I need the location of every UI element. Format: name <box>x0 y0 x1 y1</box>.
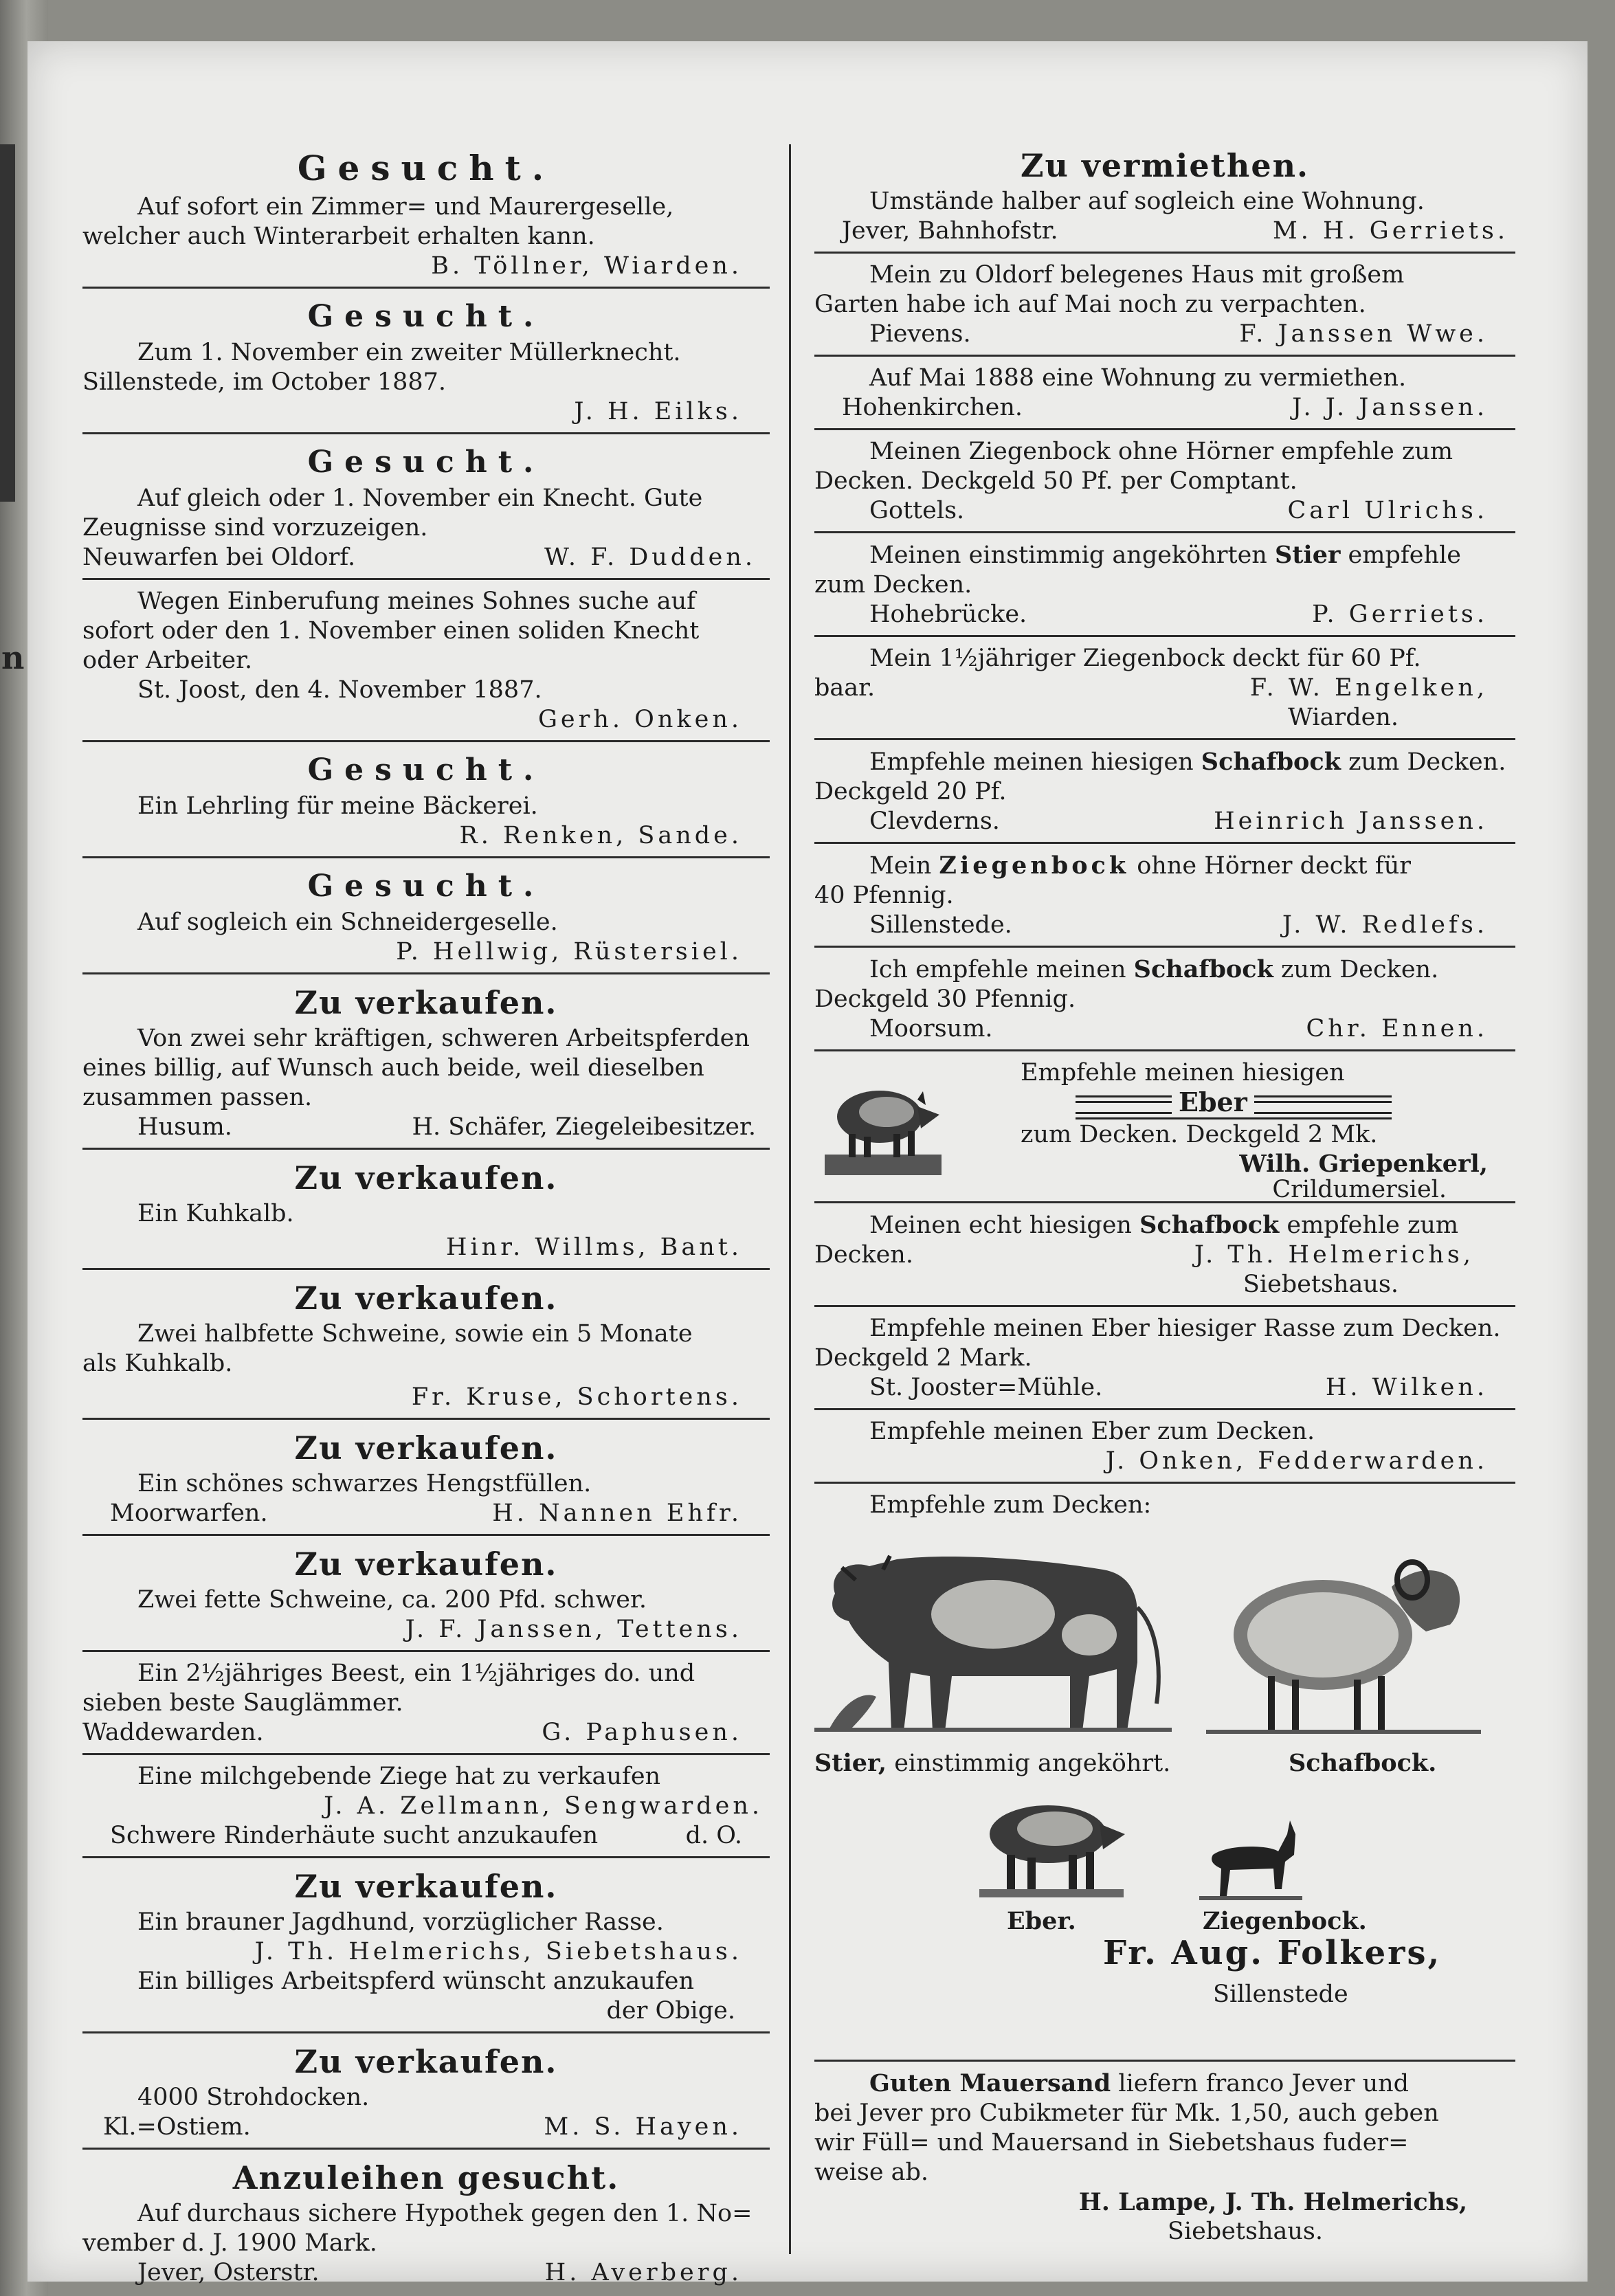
ad-separator <box>82 578 770 580</box>
adjacent-page-edge <box>0 144 15 502</box>
ad-separator <box>814 1482 1515 1484</box>
ad-separator <box>814 738 1515 740</box>
ad-haus-oldorf <box>814 260 1515 349</box>
ad-separator <box>82 2031 770 2033</box>
ad-footer <box>82 1113 770 1142</box>
ad-wohnung-1888 <box>814 364 1515 423</box>
ad-signature: d. O. <box>685 1822 742 1849</box>
ad-verkaufen-kuhkalb <box>82 1157 770 1262</box>
ad-line: Ein Kuhkalb. <box>137 1200 294 1227</box>
ad-heading: Zu verkaufen. <box>294 2043 558 2080</box>
ad-signature: J. Onken, Fedderwarden. <box>1105 1447 1488 1475</box>
ad-signature: H. Wilken. <box>1325 1374 1488 1401</box>
ad-separator <box>82 740 770 742</box>
ad-separator <box>814 842 1515 844</box>
ad-text: Empfehle meinen hiesigen <box>869 748 1201 776</box>
ad-separator <box>82 287 770 289</box>
ad-signature: P. Hellwig, Rüstersiel. <box>396 938 742 966</box>
ad-line: Umstände halber auf sogleich eine Wohnung. <box>869 188 1425 215</box>
ad-line: bei Jever pro Cubikmeter für Mk. 1,50, auch geben <box>814 2099 1439 2127</box>
ad-heading: Zu verkaufen. <box>294 1159 558 1196</box>
ad-signature: J. Th. Helmerichs, Siebetshaus. <box>254 1938 742 1965</box>
ad-line: Ein Lehrling für meine Bäckerei. <box>137 792 538 820</box>
sheep-illustration <box>1206 1532 1481 1738</box>
ad-separator <box>82 972 770 974</box>
ad-place: Kl.=Ostiem. <box>103 2113 251 2141</box>
ad-verkaufen-schweine <box>82 1277 770 1412</box>
ad-line: Mein 1½jähriger Ziegenbock deckt für 60 Pf. <box>869 645 1421 672</box>
ad-signature: J. F. Janssen, Tettens. <box>405 1616 742 1643</box>
ad-separator <box>82 856 770 858</box>
ornament-rule <box>1076 1117 1392 1119</box>
ad-separator <box>82 1534 770 1536</box>
ad-line: Eine milchgebende Ziege hat zu verkaufen <box>137 1763 661 1790</box>
ad-line: Deckgeld 2 Mark. <box>814 1344 1032 1372</box>
ad-heading: Zu verkaufen. <box>294 1868 558 1905</box>
ad-signature: H. Nannen Ehfr. <box>492 1500 742 1527</box>
ad-heading: Gesucht. <box>307 445 545 480</box>
ad-line: eines billig, auf Wunsch auch beide, weil dieselben <box>82 1054 704 1082</box>
ad-line: Zeugnisse sind vorzuzeigen. <box>82 514 428 542</box>
ad-signature-place: Wiarden. <box>1288 704 1399 731</box>
ad-line: oder Arbeiter. <box>82 647 253 674</box>
ad-footer <box>814 496 1515 526</box>
ad-line <box>814 955 1515 985</box>
ad-footer <box>814 673 1515 703</box>
ad-place: Neuwarfen bei Oldorf. <box>82 544 356 571</box>
pig-illustration <box>821 1065 945 1182</box>
ad-footer <box>82 1821 770 1851</box>
ad-separator <box>814 635 1515 637</box>
ad-heading: Zu verkaufen. <box>294 1429 558 1467</box>
pig-illustration <box>972 1786 1130 1903</box>
ad-footer <box>814 216 1515 246</box>
ad-verkaufen-fette-schweine <box>82 1543 770 1645</box>
ad-line: Empfehle meinen Eber hiesiger Rasse zum Decken. <box>869 1315 1501 1342</box>
ad-footer <box>82 1499 770 1528</box>
ad-separator <box>82 1148 770 1150</box>
caption-keyword: Schafbock. <box>1289 1749 1437 1777</box>
ad-place: Jever, Osterstr. <box>137 2259 320 2286</box>
ad-place: Hohebrücke. <box>869 601 1027 628</box>
ad-text: Meinen echt hiesigen <box>869 1212 1140 1239</box>
ad-signature: Fr. Kruse, Schortens. <box>411 1383 742 1411</box>
ad-ziegenbock-engelken <box>814 644 1515 733</box>
ad-verkaufen-jagdhund <box>82 1865 770 2026</box>
ad-text: Mein <box>869 852 939 880</box>
ad-line: Sillenstede, im October 1887. <box>82 368 447 396</box>
ad-signature: B. Töllner, Wiarden. <box>431 252 742 280</box>
ad-line: Empfehle meinen Eber zum Decken. <box>869 1418 1315 1445</box>
ad-footer <box>814 1014 1515 1044</box>
ad-signature: Heinrich Janssen. <box>1214 807 1488 835</box>
ad-line: Empfehle zum Decken: <box>869 1491 1152 1519</box>
ad-separator <box>814 252 1515 254</box>
ad-keyword: Schafbock <box>1139 1211 1280 1239</box>
ad-separator <box>814 1408 1515 1410</box>
ad-separator <box>82 1753 770 1755</box>
bull-illustration <box>814 1532 1172 1738</box>
ad-line: sieben beste Sauglämmer. <box>82 1689 403 1717</box>
ad-keyword: Stier <box>1274 541 1341 569</box>
ad-verkaufen-pferde <box>82 981 770 1142</box>
ad-footer <box>82 2113 770 2142</box>
ad-place: St. Jooster=Mühle. <box>869 1374 1103 1401</box>
ad-line: Empfehle meinen hiesigen <box>1021 1059 1345 1086</box>
ad-signature-place: Siebetshaus. <box>1167 2218 1323 2245</box>
ad-verkaufen-hengst <box>82 1427 770 1528</box>
ad-beest <box>82 1659 770 1748</box>
ad-text: Meinen einstimmig angeköhrten <box>869 542 1275 569</box>
ad-text: liefern franco Jever und <box>1111 2070 1410 2097</box>
ad-schafbock-ennen <box>814 955 1515 1044</box>
ad-signature-place: Siebetshaus. <box>1243 1271 1399 1298</box>
ad-line: Auf sogleich ein Schneidergeselle. <box>137 909 558 936</box>
ad-line: Auf durchaus sichere Hypothek gegen den 1. No= <box>137 2200 753 2227</box>
ad-ziege <box>82 1762 770 1851</box>
ad-footer <box>814 807 1515 836</box>
column-divider <box>789 144 791 2254</box>
ad-line: Deckgeld 20 Pf. <box>814 778 1007 805</box>
ad-keyword: Ziegenbock <box>939 851 1130 880</box>
ad-line: Schwere Rinderhäute sucht anzukaufen <box>110 1822 599 1849</box>
ad-signature: M. H. Gerriets. <box>1272 217 1508 245</box>
ad-line: zum Decken. <box>814 571 972 599</box>
right-column <box>814 144 1515 2247</box>
ad-line: Ein brauner Jagdhund, vorzüglicher Rasse. <box>137 1908 664 1936</box>
ad-eber-wilken <box>814 1314 1515 1403</box>
ad-signature-place: Sillenstede <box>1213 1981 1348 2008</box>
ad-line: Auf Mai 1888 eine Wohnung zu vermiethen. <box>869 364 1407 392</box>
ad-heading: Gesucht. <box>307 869 545 904</box>
ad-signature: Hinr. Willms, Bant. <box>445 1234 742 1261</box>
ad-line: Decken. <box>814 1241 913 1269</box>
ad-signature: J. H. Eilks. <box>574 398 742 425</box>
ad-signature: Fr. Aug. Folkers, <box>1103 1934 1442 1972</box>
ad-line: 4000 Strohdocken. <box>137 2084 370 2111</box>
ad-signature: Gerh. Onken. <box>537 706 742 733</box>
ad-heading: Zu vermiethen. <box>1020 147 1310 184</box>
ad-heading: Gesucht. <box>297 148 555 188</box>
ad-text: zum Decken. <box>1340 748 1506 776</box>
caption-keyword: Ziegenbock. <box>1203 1907 1367 1935</box>
left-column <box>82 144 770 2288</box>
ad-vermiethen <box>814 144 1515 246</box>
ad-signature: M. S. Hayen. <box>544 2113 742 2141</box>
ad-line: Auf sofort ein Zimmer= und Maurergeselle, <box>137 193 674 221</box>
ad-line <box>814 2069 1515 2099</box>
ad-line <box>814 540 1515 570</box>
newspaper-page <box>27 41 1588 2286</box>
ad-signature: J. Th. Helmerichs, <box>1194 1241 1474 1269</box>
ad-line: Meinen Ziegenbock ohne Hörner empfehle zum <box>869 438 1454 465</box>
ad-schafbock-helmerichs <box>814 1210 1515 1300</box>
ad-heading: Zu verkaufen. <box>294 1546 558 1583</box>
ad-mauersand <box>814 2069 1515 2247</box>
ad-heading: Zu verkaufen. <box>294 1280 558 1317</box>
ad-keyword: Eber <box>1172 1087 1254 1117</box>
ad-separator <box>814 946 1515 948</box>
ad-place: Gottels. <box>869 497 965 524</box>
ad-line <box>814 851 1515 881</box>
ad-ziegenbock-redlefs <box>814 851 1515 940</box>
ad-signature: J. W. Redlefs. <box>1282 911 1488 939</box>
caption-keyword: Eber. <box>1007 1907 1076 1935</box>
ad-text: empfehle zum <box>1279 1212 1459 1239</box>
ad-text: zum Decken. <box>1273 956 1439 983</box>
ad-line: sofort oder den 1. November einen soliden Knecht <box>82 617 700 645</box>
ad-signature: R. Renken, Sande. <box>459 822 742 849</box>
ad-footer <box>82 543 770 572</box>
ad-signature: Wilh. Griepenkerl, <box>1239 1150 1488 1178</box>
ad-line: Mein zu Oldorf belegenes Haus mit großem <box>869 261 1405 289</box>
ad-knecht <box>82 587 770 735</box>
ad-line: Von zwei sehr kräftigen, schweren Arbeitspferden <box>137 1025 750 1052</box>
ad-line: weise ab. <box>814 2159 929 2186</box>
ad-line: St. Joost, den 4. November 1887. <box>137 676 542 704</box>
ad-separator <box>814 2060 1515 2062</box>
ad-signature: J. J. Janssen. <box>1292 394 1488 421</box>
ad-line <box>814 1210 1515 1240</box>
ad-heading: Zu verkaufen. <box>294 984 558 1021</box>
ad-separator <box>814 428 1515 430</box>
ad-signature: Chr. Ennen. <box>1306 1015 1488 1043</box>
ad-footer <box>814 320 1515 349</box>
ad-line <box>814 747 1515 777</box>
ad-separator <box>82 432 770 434</box>
ad-eber-onken <box>814 1417 1515 1476</box>
ad-heading: Gesucht. <box>307 299 545 334</box>
ad-separator <box>82 1650 770 1652</box>
ad-line: zum Decken. Deckgeld 2 Mk. <box>1021 1121 1378 1148</box>
ad-gesucht-5 <box>82 865 770 967</box>
ad-eber-griepenkerl <box>814 1058 1515 1203</box>
ad-place: Jever, Bahnhofstr. <box>842 217 1058 245</box>
ad-gesucht-1 <box>82 144 770 281</box>
ad-keyword: Schafbock <box>1133 955 1273 983</box>
ad-separator <box>82 1856 770 1858</box>
ad-signature: W. F. Dudden. <box>544 544 756 571</box>
ad-signature: F. W. Engelken, <box>1249 674 1488 702</box>
ad-separator <box>814 531 1515 533</box>
ad-stier-gerriets <box>814 540 1515 629</box>
ad-place: Moorwarfen. <box>110 1500 268 1527</box>
ad-separator <box>814 1305 1515 1307</box>
ad-line: vember d. J. 1900 Mark. <box>82 2229 377 2257</box>
caption-keyword: Stier, <box>814 1749 887 1777</box>
ad-signature: G. Paphusen. <box>542 1719 742 1746</box>
ad-footer <box>82 1718 770 1748</box>
ad-line: Zum 1. November ein zweiter Müllerknecht. <box>137 339 681 366</box>
ad-signature: F. Janssen Wwe. <box>1239 320 1488 348</box>
ad-text: ohne Hörner deckt für <box>1129 852 1412 880</box>
ad-line: Deckgeld 30 Pfennig. <box>814 985 1076 1013</box>
ad-keyword: Guten Mauersand <box>869 2069 1111 2097</box>
ad-text: empfehle <box>1340 542 1461 569</box>
ad-line: Auf gleich oder 1. November ein Knecht. Gute <box>137 484 703 512</box>
ad-line: zusammen passen. <box>82 1084 313 1111</box>
ad-line: Ein billiges Arbeitspferd wünscht anzukaufen <box>137 1968 695 1995</box>
ad-footer <box>814 393 1515 423</box>
ad-keyword: Schafbock <box>1201 748 1341 776</box>
ad-line: Ein 2½jähriges Beest, ein 1½jähriges do. und <box>137 1660 695 1687</box>
ad-signature: H. Lampe, J. Th. Helmerichs, <box>1078 2188 1467 2216</box>
ad-gesucht-2 <box>82 296 770 427</box>
ad-separator <box>82 1268 770 1270</box>
ad-place: Hohenkirchen. <box>842 394 1023 421</box>
ad-line: wir Füll= und Mauersand in Siebetshaus fuder= <box>814 2129 1409 2156</box>
ad-line: Zwei halbfette Schweine, sowie ein 5 Monate <box>137 1320 693 1348</box>
ad-line: Zwei fette Schweine, ca. 200 Pfd. schwer. <box>137 1586 647 1614</box>
ad-gesucht-4 <box>82 749 770 851</box>
ad-footer <box>814 1240 1515 1270</box>
ad-signature: Carl Ulrichs. <box>1287 497 1488 524</box>
ad-place: Sillenstede. <box>869 911 1012 939</box>
goat-illustration <box>1199 1814 1302 1910</box>
ad-line: 40 Pfennig. <box>814 882 954 909</box>
ad-signature-place: Crildumersiel. <box>1272 1176 1447 1203</box>
ad-gesucht-3 <box>82 441 770 572</box>
ad-footer <box>814 911 1515 940</box>
ad-separator <box>82 1418 770 1420</box>
ad-signature: J. A. Zellmann, Sengwarden. <box>324 1792 763 1820</box>
ad-signature: H. Averberg. <box>544 2259 742 2286</box>
adjacent-page-letter: n <box>1 639 25 676</box>
ad-separator <box>82 2148 770 2150</box>
ad-place: Waddewarden. <box>82 1719 264 1746</box>
ad-footer <box>814 600 1515 629</box>
ad-footer <box>814 1373 1515 1403</box>
ad-text: Ich empfehle meinen <box>869 956 1134 983</box>
ad-verkaufen-strohdocken <box>82 2040 770 2142</box>
ad-line: Garten habe ich auf Mai noch zu verpachten. <box>814 291 1366 318</box>
ad-place: Pievens. <box>869 320 971 348</box>
ad-line: der Obige. <box>606 1997 735 2025</box>
ad-line: Ein schönes schwarzes Hengstfüllen. <box>137 1470 592 1497</box>
ad-line: als Kuhkalb. <box>82 1350 233 1377</box>
ad-heading: Gesucht. <box>307 753 545 788</box>
ad-footer <box>82 2258 770 2288</box>
ad-place: Husum. <box>137 1113 232 1141</box>
ad-heading: Anzuleihen gesucht. <box>232 2159 620 2196</box>
ad-line: baar. <box>814 674 876 702</box>
ad-signature: H. Schäfer, Ziegeleibesitzer. <box>412 1113 756 1141</box>
ad-separator <box>814 1049 1515 1051</box>
ad-place: Moorsum. <box>869 1015 993 1043</box>
ad-signature: P. Gerriets. <box>1312 601 1488 628</box>
ad-folkers <box>814 1491 1515 2054</box>
ad-anzuleihen <box>82 2156 770 2288</box>
ad-line: Decken. Deckgeld 50 Pf. per Comptant. <box>814 467 1297 495</box>
caption-line <box>814 1748 1170 1779</box>
ad-line: welcher auch Winterarbeit erhalten kann. <box>82 223 595 250</box>
caption-text: einstimmig angeköhrt. <box>887 1750 1171 1777</box>
ad-line: Wegen Einberufung meines Sohnes suche auf <box>137 588 696 615</box>
ad-separator <box>814 355 1515 357</box>
ad-place: Clevderns. <box>869 807 1000 835</box>
ad-schafbock-janssen <box>814 747 1515 836</box>
ad-ziegenbock-ulrichs <box>814 437 1515 526</box>
